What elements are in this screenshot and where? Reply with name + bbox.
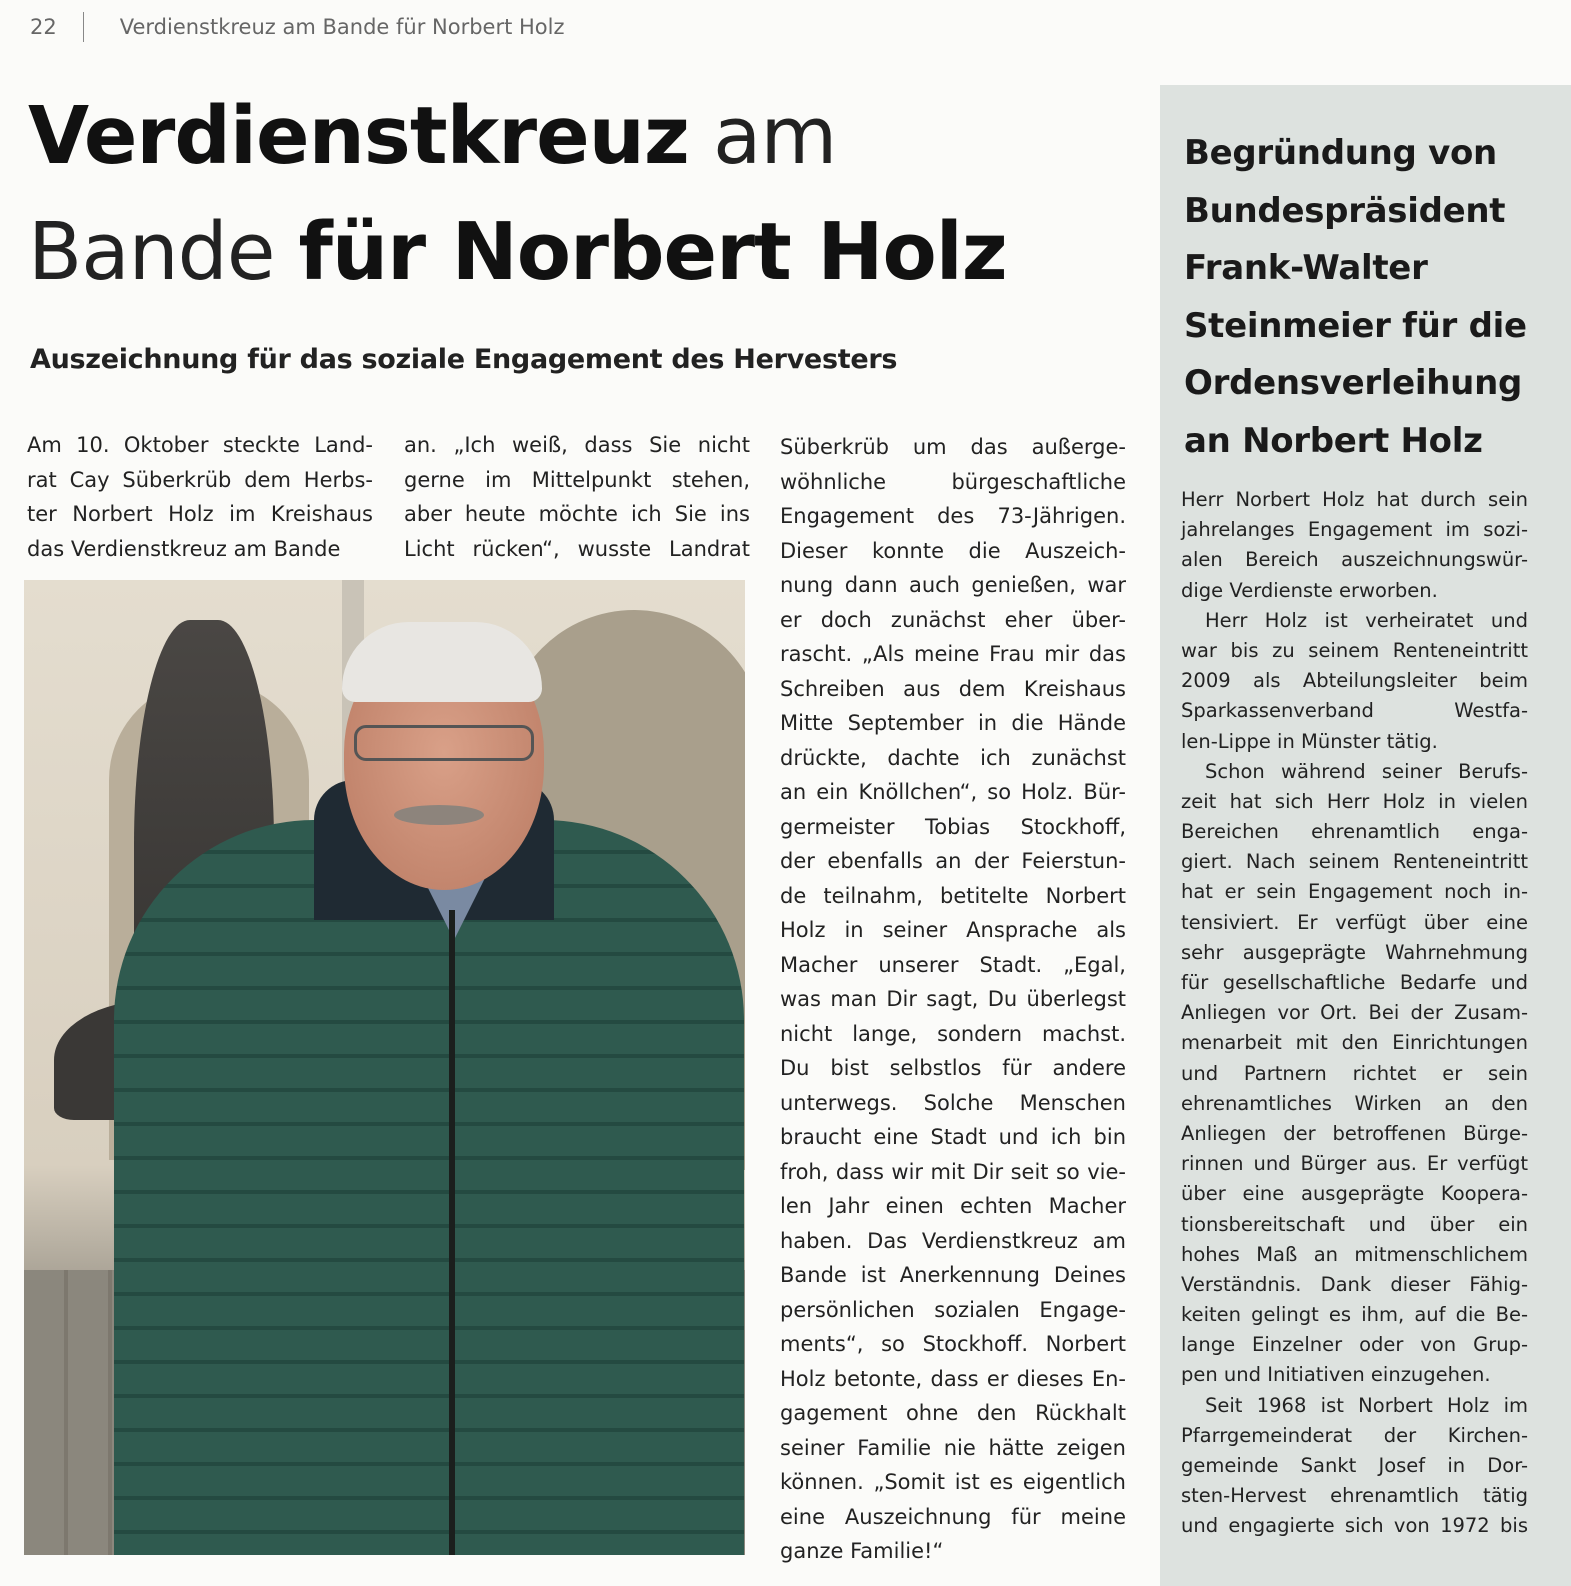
text-column-1 bbox=[27, 428, 373, 566]
article-subtitle: Auszeichnung für das soziale Engagement des Hervesters bbox=[30, 344, 898, 375]
text-line: das Verdienstkreuz am Bande bbox=[27, 536, 341, 561]
text-line: rascht. „Als meine Frau mir das bbox=[780, 642, 1126, 666]
text-line: len-Lippe in Münster tätig. bbox=[1181, 729, 1438, 753]
text-line: sten-Hervest ehrenamtlich tätig bbox=[1181, 1484, 1528, 1508]
title-bold-2: für Norbert Holz bbox=[298, 206, 1007, 298]
text-line: Anliegen vor Ort. Bei der Zusam- bbox=[1181, 1001, 1528, 1025]
text-line: Holz in seiner Ansprache als bbox=[780, 918, 1126, 942]
text-line: Mitte September in die Hände bbox=[780, 711, 1126, 735]
text-line: drückte, dachte ich zunächst bbox=[780, 745, 1126, 770]
text-line: keiten gelingt es ihm, auf die Be- bbox=[1181, 1303, 1528, 1327]
text-line: menarbeit mit den Einrichtungen bbox=[1181, 1031, 1528, 1055]
glasses bbox=[354, 725, 534, 761]
article-title bbox=[28, 78, 1007, 310]
text-line: Licht rücken“, wusste Landrat bbox=[404, 536, 750, 561]
text-line: pen und Initiativen einzugehen. bbox=[1181, 1363, 1491, 1387]
text-line: hat er sein Engagement noch in- bbox=[1181, 880, 1528, 904]
text-line: len Jahr einen echten Macher bbox=[780, 1194, 1126, 1218]
text-line: ganze Familie!“ bbox=[780, 1539, 944, 1563]
text-line: Herr Holz ist verheiratet und bbox=[1205, 608, 1528, 632]
title-light-2: Bande bbox=[28, 206, 299, 298]
text-line: hohes Maß an mitmenschlichem bbox=[1181, 1242, 1528, 1266]
text-line: zeit hat sich Herr Holz in vielen bbox=[1181, 789, 1528, 813]
text-column-2 bbox=[404, 428, 750, 566]
portrait-photo bbox=[24, 580, 745, 1555]
text-line: persönlichen sozialen Engage- bbox=[780, 1297, 1126, 1322]
text-line: tensiviert. Er verfügt über eine bbox=[1181, 910, 1528, 934]
text-line: alen Bereich auszeichnungswür- bbox=[1181, 548, 1528, 572]
text-line: nicht lange, sondern machst. bbox=[780, 1021, 1126, 1046]
text-line: ter Norbert Holz im Kreishaus bbox=[27, 502, 373, 526]
text-column-3 bbox=[780, 430, 1126, 1569]
running-title: Verdienstkreuz am Bande für Norbert Holz bbox=[119, 15, 565, 39]
sidebar-body bbox=[1181, 485, 1528, 1542]
hair bbox=[342, 622, 542, 702]
heading-line: Steinmeier für die bbox=[1184, 305, 1527, 346]
title-light-1: am bbox=[688, 90, 837, 182]
text-line: Macher unserer Stadt. „Egal, bbox=[780, 952, 1126, 977]
text-line: braucht eine Stadt und ich bin bbox=[780, 1125, 1126, 1149]
text-line: lange Einzelner oder von Grup- bbox=[1181, 1333, 1528, 1357]
sidebar-box bbox=[1160, 85, 1571, 1586]
text-line: Verständnis. Dank dieser Fähig- bbox=[1181, 1272, 1528, 1296]
jacket bbox=[114, 820, 744, 1555]
text-line: Am 10. Oktober steckte Land- bbox=[27, 433, 373, 457]
text-line: gemeinde Sankt Josef in Dor- bbox=[1181, 1454, 1528, 1477]
text-line: eine Auszeichnung für meine bbox=[780, 1504, 1126, 1529]
text-line: Engagement des 73-Jährigen. bbox=[780, 504, 1126, 528]
mustache bbox=[394, 805, 484, 825]
text-line: der ebenfalls an der Feierstun- bbox=[780, 849, 1126, 873]
text-line: gagement ohne den Rückhalt bbox=[780, 1401, 1126, 1425]
text-line: gerne im Mittelpunkt stehen, bbox=[404, 467, 750, 492]
text-line: Seit 1968 ist Norbert Holz im bbox=[1205, 1393, 1528, 1417]
title-bold-1: Verdienstkreuz bbox=[28, 90, 689, 182]
text-line: und engagierte sich von 1972 bis bbox=[1181, 1514, 1528, 1538]
text-line: er doch zunächst eher über- bbox=[780, 607, 1126, 632]
text-line: war bis zu seinem Renteneintritt bbox=[1181, 638, 1528, 662]
text-line: seiner Familie nie hätte zeigen bbox=[780, 1435, 1126, 1460]
text-line: haben. Das Verdienstkreuz am bbox=[780, 1228, 1126, 1253]
text-line: Süberkrüb um das außerge- bbox=[780, 435, 1126, 459]
text-line: aber heute möchte ich Sie ins bbox=[404, 502, 750, 526]
text-line: Dieser konnte die Auszeich- bbox=[780, 538, 1126, 563]
text-line: Pfarrgemeinderat der Kirchen- bbox=[1181, 1423, 1528, 1447]
text-line: Schreiben aus dem Kreishaus bbox=[780, 676, 1126, 701]
heading-line: Begründung von bbox=[1184, 133, 1497, 173]
text-line: ehrenamtliches Wirken an den bbox=[1181, 1091, 1528, 1115]
text-line: froh, dass wir mit Dir seit so vie- bbox=[780, 1159, 1126, 1184]
text-line: tionsbereitschaft und über ein bbox=[1181, 1212, 1528, 1236]
text-line: Schon während seiner Berufs- bbox=[1205, 759, 1528, 783]
text-line: können. „Somit ist es eigentlich bbox=[780, 1470, 1126, 1494]
text-line: Du bist selbstlos für andere bbox=[780, 1056, 1126, 1080]
text-line: rinnen und Bürger aus. Er verfügt bbox=[1181, 1152, 1528, 1176]
text-line: wöhnliche bürgeschaftliche bbox=[780, 469, 1126, 494]
text-line: Bereichen ehrenamtlich enga- bbox=[1181, 820, 1528, 844]
running-header bbox=[30, 12, 565, 42]
heading-line: Bundespräsident bbox=[1184, 190, 1506, 231]
text-line: giert. Nach seinem Renteneintritt bbox=[1181, 850, 1528, 874]
text-line: 2009 als Abteilungsleiter beim bbox=[1181, 669, 1528, 693]
text-line: jahrelanges Engagement im sozi- bbox=[1181, 518, 1528, 542]
text-line: de teilnahm, betitelte Norbert bbox=[780, 883, 1126, 908]
text-line: Bande ist Anerkennung Deines bbox=[780, 1263, 1126, 1287]
text-line: an. „Ich weiß, dass Sie nicht bbox=[404, 433, 750, 457]
heading-line: Frank-Walter bbox=[1184, 248, 1428, 288]
heading-line: Ordensverleihung bbox=[1184, 363, 1523, 403]
text-line: nung dann auch genießen, war bbox=[780, 573, 1126, 597]
text-line: Herr Norbert Holz hat durch sein bbox=[1181, 488, 1528, 511]
page-number: 22 bbox=[30, 15, 57, 39]
text-line: germeister Tobias Stockhoff, bbox=[780, 814, 1126, 839]
text-line: Sparkassenverband Westfa- bbox=[1181, 699, 1528, 723]
text-line: über eine ausgeprägte Koopera- bbox=[1181, 1182, 1528, 1206]
text-line: Holz betonte, dass er dieses En- bbox=[780, 1366, 1126, 1391]
header-divider bbox=[83, 12, 84, 42]
text-line: dige Verdienste erworben. bbox=[1181, 578, 1438, 602]
text-line: was man Dir sagt, Du überlegst bbox=[780, 987, 1126, 1011]
heading-line: an Norbert Holz bbox=[1184, 420, 1483, 461]
text-line: sehr ausgeprägte Wahrnehmung bbox=[1181, 940, 1528, 964]
text-line: Anliegen der betroffenen Bürge- bbox=[1181, 1121, 1528, 1145]
text-line: für gesellschaftliche Bedarfe und bbox=[1181, 971, 1528, 994]
text-line: an ein Knöllchen“, so Holz. Bür- bbox=[780, 780, 1126, 804]
text-line: und Partnern richtet er sein bbox=[1181, 1061, 1528, 1085]
sidebar-heading bbox=[1184, 125, 1527, 470]
text-line: unterwegs. Solche Menschen bbox=[780, 1090, 1126, 1115]
zipper bbox=[449, 910, 455, 1555]
text-line: ments“, so Stockhoff. Norbert bbox=[780, 1332, 1126, 1356]
text-line: rat Cay Süberkrüb dem Herbs- bbox=[27, 467, 373, 492]
